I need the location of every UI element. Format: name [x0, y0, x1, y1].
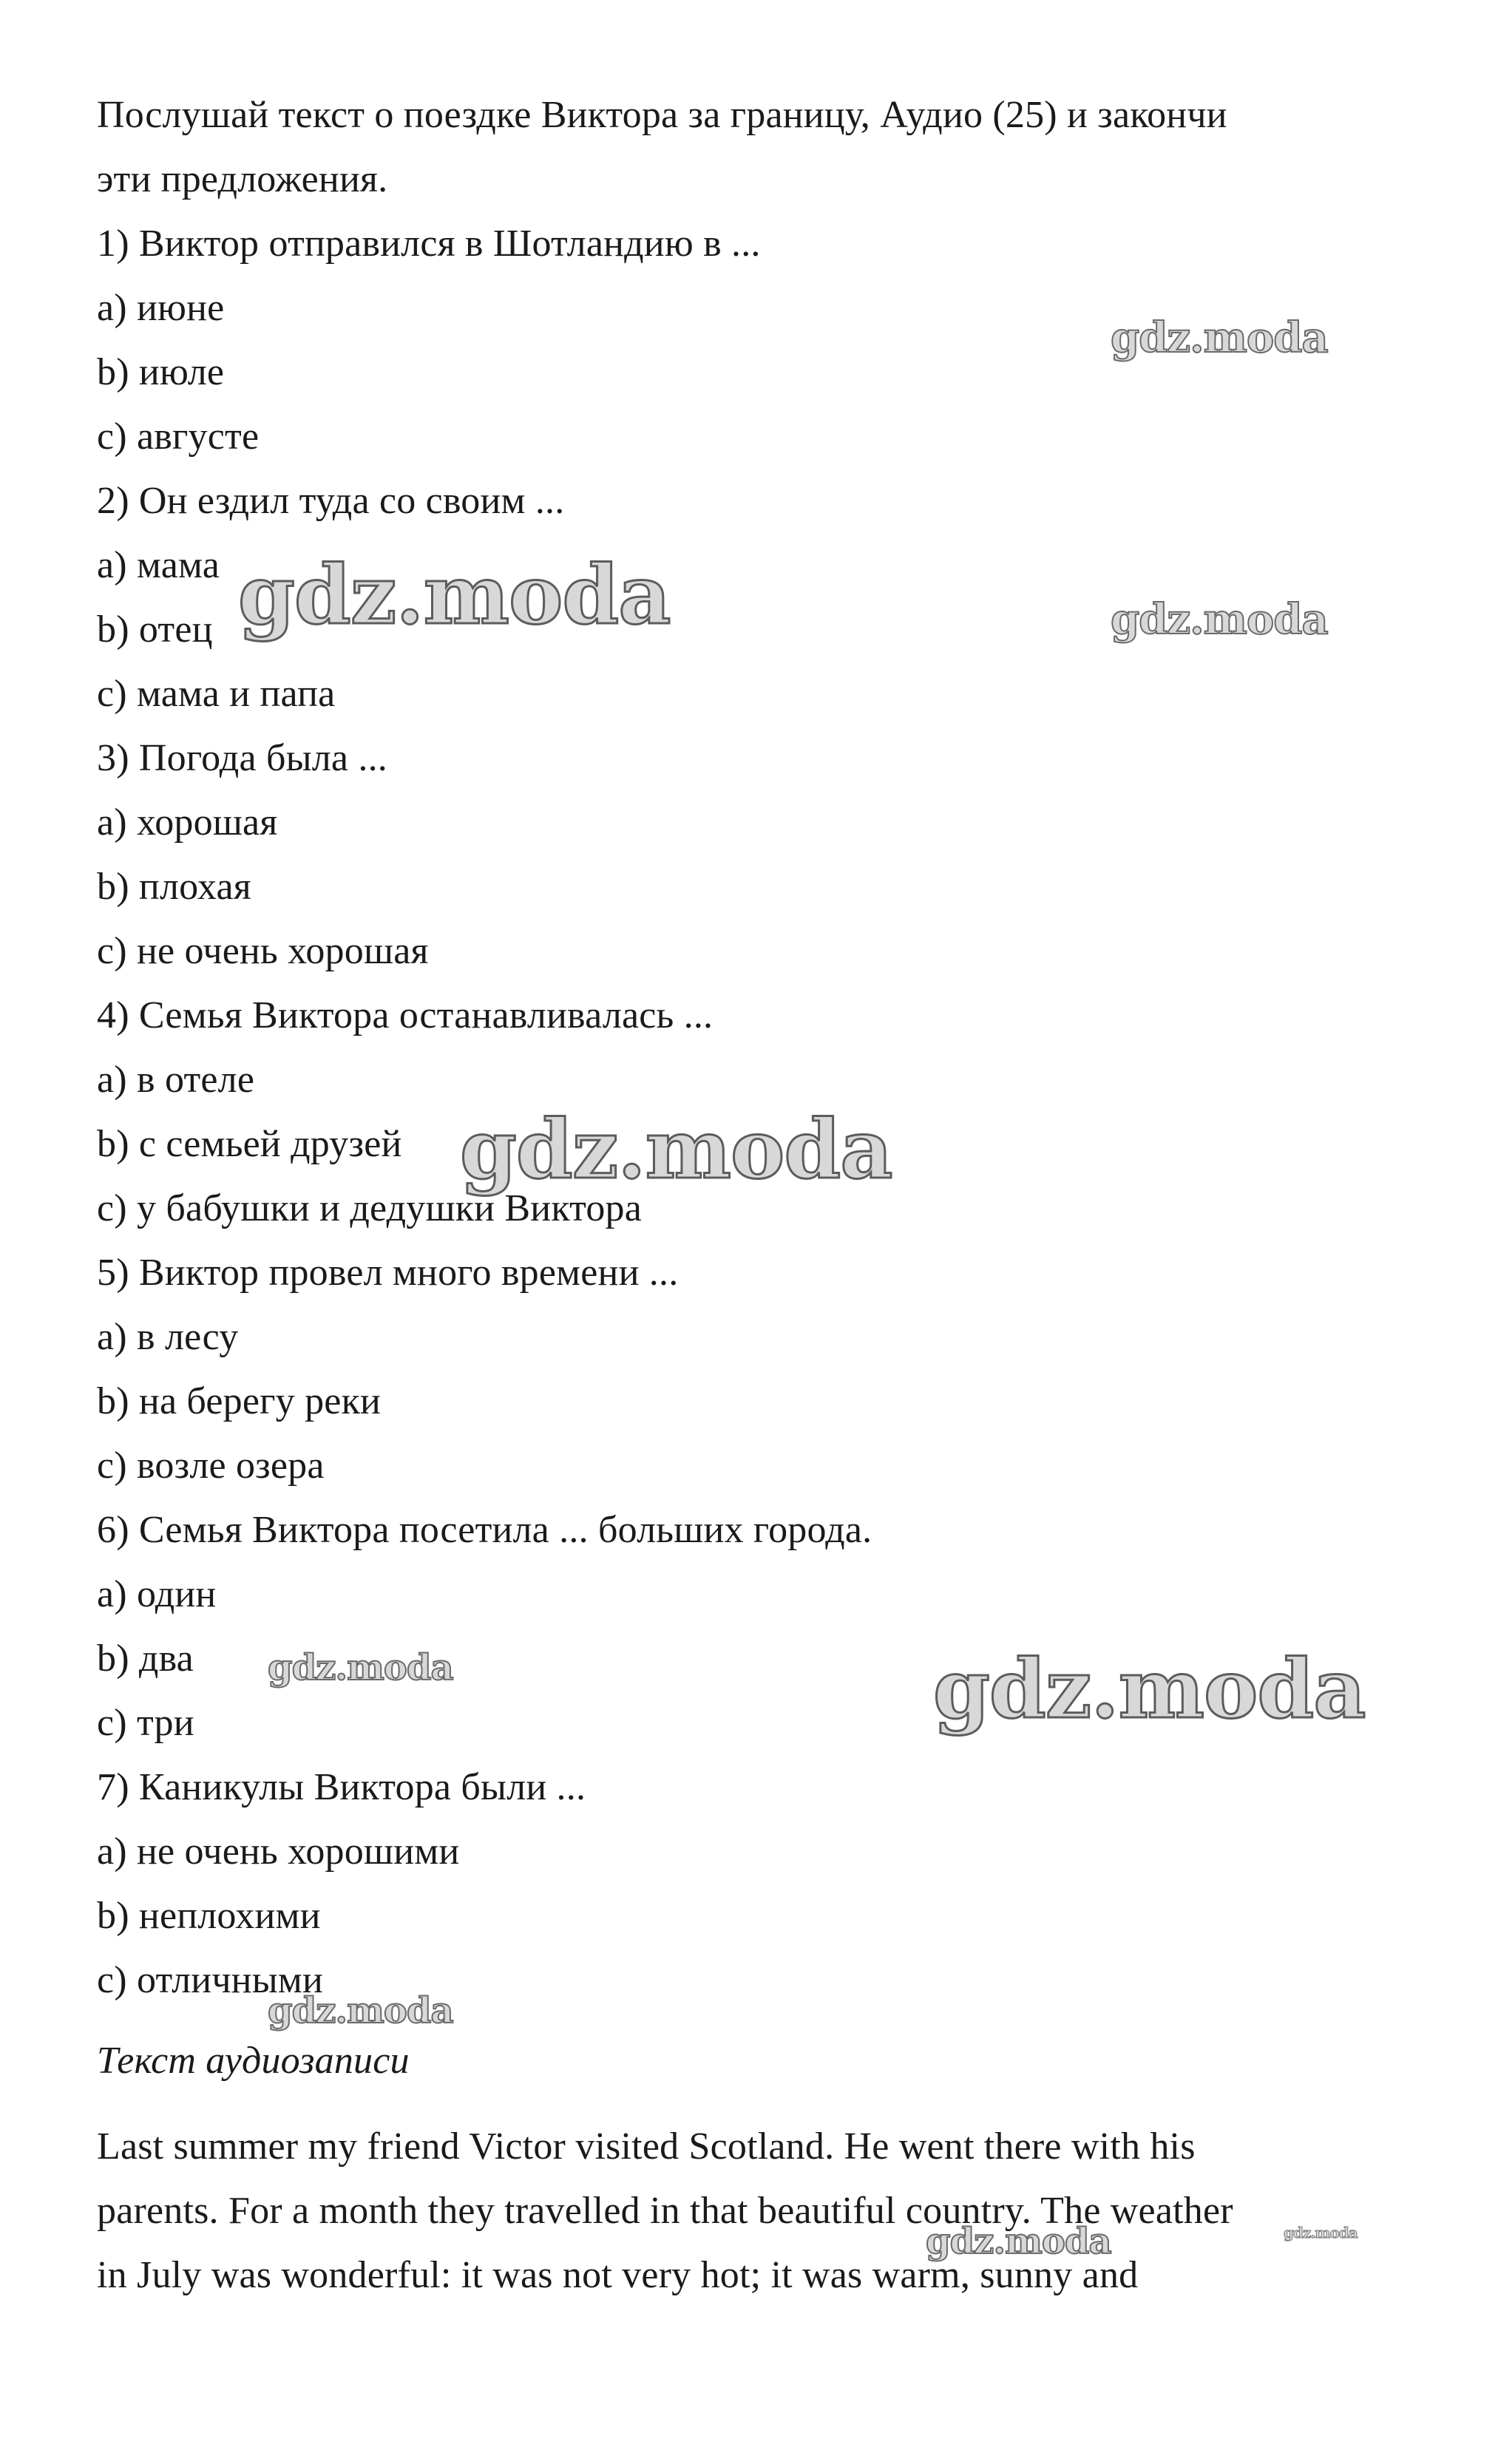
- question-7-option-a: a) не очень хорошими: [97, 1830, 460, 1873]
- watermark: gdz.moda: [1111, 595, 1328, 644]
- passage-line-2: parents. For a month they travelled in that beautiful country. The weather: [97, 2190, 1233, 2232]
- question-1-option-b: b) июле: [97, 351, 225, 393]
- instruction-line-2: эти предложения.: [97, 158, 388, 200]
- question-1-option-c: c) августе: [97, 415, 260, 458]
- question-7: 7) Каникулы Виктора были ...: [97, 1766, 586, 1808]
- question-5-option-c: c) возле озера: [97, 1445, 325, 1487]
- question-4-option-a: a) в отеле: [97, 1059, 255, 1101]
- question-6-option-c: c) три: [97, 1702, 194, 1744]
- question-7-option-c: c) отличными: [97, 1959, 323, 2001]
- question-2-option-c: c) мама и папа: [97, 673, 336, 715]
- question-2-option-a: a) мама: [97, 544, 220, 586]
- watermark: gdz.moda: [268, 1990, 453, 2032]
- question-5-option-b: b) на берегу реки: [97, 1380, 382, 1422]
- instruction-line-1: Послушай текст о поездке Виктора за границу, Аудио (25) и закончи: [97, 94, 1227, 136]
- audio-transcript-caption: Текст аудиозаписи: [97, 2040, 410, 2082]
- watermark: gdz.moda: [1284, 2224, 1358, 2241]
- watermark: gdz.moda: [238, 547, 671, 642]
- passage-line-3: in July was wonderful: it was not very hot; it was warm, sunny and: [97, 2254, 1139, 2296]
- watermark: gdz.moda: [933, 1641, 1366, 1737]
- question-2: 2) Он ездил туда со своим ...: [97, 480, 565, 522]
- question-6-option-b: b) два: [97, 1637, 194, 1680]
- question-3: 3) Погода была ...: [97, 737, 387, 779]
- question-1: 1) Виктор отправился в Шотландию в ...: [97, 223, 761, 265]
- question-6: 6) Семья Виктора посетила ... больших города.: [97, 1509, 872, 1551]
- watermark: gdz.moda: [926, 2221, 1111, 2262]
- question-3-option-c: c) не очень хорошая: [97, 930, 429, 972]
- question-1-option-a: a) июне: [97, 287, 225, 329]
- question-4-option-c: c) у бабушки и дедушки Виктора: [97, 1187, 643, 1229]
- question-6-option-a: a) один: [97, 1573, 217, 1615]
- question-4: 4) Семья Виктора останавливалась ...: [97, 994, 714, 1036]
- question-4-option-b: b) с семьей друзей: [97, 1123, 402, 1165]
- question-5: 5) Виктор провел много времени ...: [97, 1252, 679, 1294]
- watermark: gdz.moda: [1111, 313, 1328, 362]
- question-3-option-a: a) хорошая: [97, 801, 278, 844]
- watermark: gdz.moda: [460, 1102, 892, 1197]
- passage-line-1: Last summer my friend Victor visited Scotland. He went there with his: [97, 2125, 1196, 2168]
- question-5-option-a: a) в лесу: [97, 1316, 239, 1358]
- question-7-option-b: b) неплохими: [97, 1895, 321, 1937]
- question-2-option-b: b) отец: [97, 608, 213, 651]
- watermark: gdz.moda: [268, 1647, 453, 1689]
- question-3-option-b: b) плохая: [97, 866, 251, 908]
